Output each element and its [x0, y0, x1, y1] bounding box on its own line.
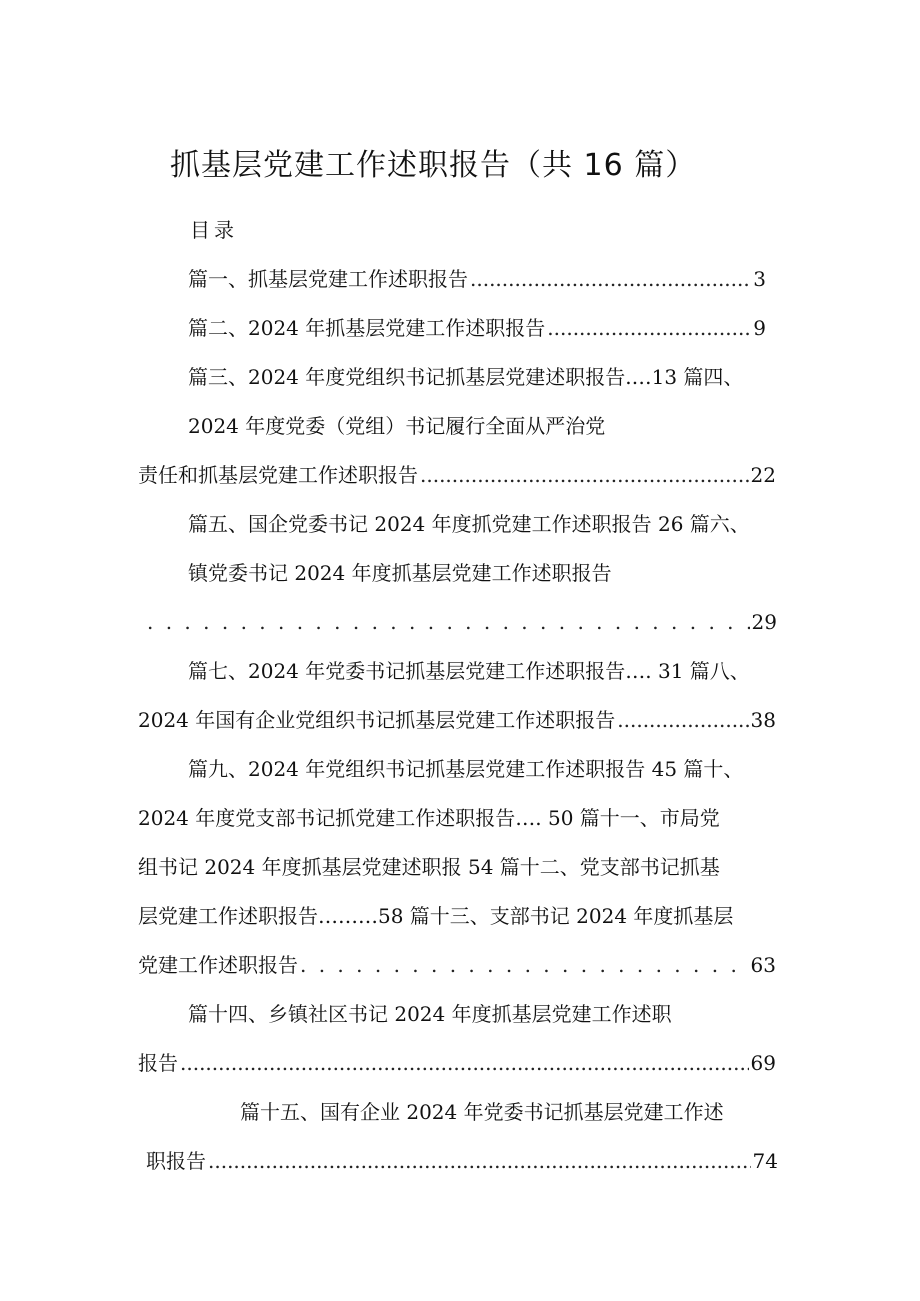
toc-entry-13[interactable] [138, 951, 776, 979]
toc-entry-8[interactable] [138, 706, 776, 734]
toc-entry-title: 篇二、2024 年抓基层党建工作述职报告 [188, 316, 546, 340]
toc-leader-dots [147, 608, 750, 636]
toc-entry-title: 责任和抓基层党建工作述职报告 [138, 463, 418, 487]
document-title: 抓基层党建工作述职报告（共 16 篇） [170, 148, 697, 183]
toc-page-number: 74 [752, 1149, 778, 1173]
toc-page-number: 9 [753, 316, 766, 340]
toc-entry-title: 党建工作述职报告 [138, 953, 298, 977]
toc-line: 篇九、2024 年党组织书记抓基层党建工作述职报告 45 篇十、 [188, 757, 744, 781]
toc-entry-title: 2024 年国有企业党组织书记抓基层党建工作述职报告 [138, 708, 616, 732]
toc-entry-4[interactable] [138, 461, 776, 489]
toc-leader-dots [208, 1147, 751, 1175]
toc-leader-dots [420, 461, 749, 489]
toc-line: 2024 年度党委（党组）书记履行全面从严治党 [188, 414, 606, 438]
toc-entry-2[interactable] [188, 314, 766, 342]
toc-leader-dots [470, 265, 751, 293]
toc-line: 2024 年度党支部书记抓党建工作述职报告…. 50 篇十一、市局党 [138, 806, 720, 830]
toc-entry-15[interactable] [146, 1147, 778, 1175]
toc-line: 层党建工作述职报告………58 篇十三、支部书记 2024 年度抓基层 [138, 904, 734, 928]
toc-entry-1[interactable] [188, 265, 766, 293]
toc-line: 篇三、2024 年度党组织书记抓基层党建述职报告.…13 篇四、 [188, 365, 744, 389]
toc-line: 篇七、2024 年党委书记抓基层党建工作述职报告…. 31 篇八、 [188, 659, 750, 683]
toc-leader-dots [300, 951, 749, 979]
toc-leader-dots [180, 1049, 749, 1077]
toc-heading: 目录 [190, 218, 238, 242]
toc-entry-14[interactable] [138, 1049, 776, 1077]
toc-line: 篇十五、国有企业 2024 年党委书记抓基层党建工作述 [240, 1100, 724, 1124]
toc-leader-dots [547, 314, 751, 342]
toc-page-number: 38 [750, 708, 776, 732]
toc-line: 组书记 2024 年度抓基层党建述职报 54 篇十二、党支部书记抓基 [138, 855, 720, 879]
toc-line: 篇十四、乡镇社区书记 2024 年度抓基层党建工作述职 [188, 1002, 672, 1026]
toc-entry-title: 篇一、抓基层党建工作述职报告 [188, 267, 468, 291]
toc-page-number: 3 [753, 267, 766, 291]
toc-entry-6[interactable] [145, 608, 777, 636]
toc-page-number: 63 [750, 953, 776, 977]
toc-leader-dots [617, 706, 748, 734]
toc-page-number: 69 [750, 1051, 776, 1075]
toc-entry-title: 报告 [138, 1051, 178, 1075]
toc-line: 镇党委书记 2024 年度抓基层党建工作述职报告 [188, 561, 612, 585]
toc-entry-title: 职报告 [146, 1149, 206, 1173]
toc-page-number: 22 [750, 463, 776, 487]
toc-line: 篇五、国企党委书记 2024 年度抓党建工作述职报告 26 篇六、 [188, 512, 750, 536]
toc-page-number: 29 [751, 610, 777, 634]
